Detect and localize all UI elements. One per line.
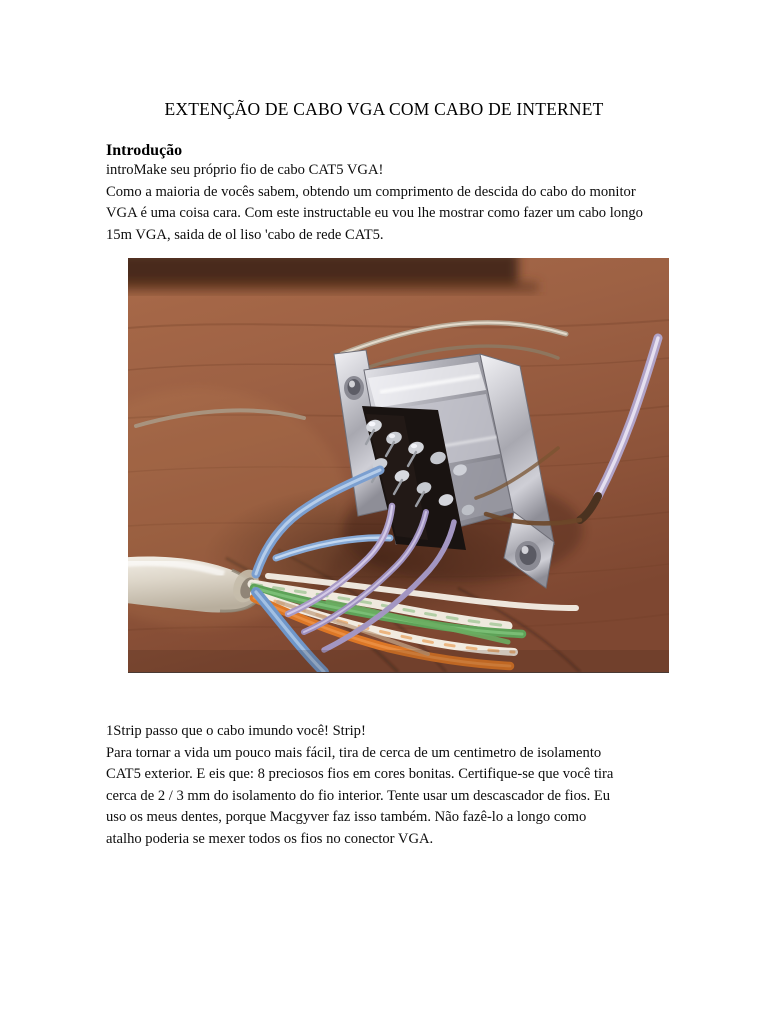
step-line: Para tornar a vida um pouco mais fácil, tira de cerca de um centimetro de isolamento — [106, 744, 602, 761]
intro-line: Como a maioria de vocês sabem, obtendo um comprimento de descida do cabo do monitor — [106, 183, 636, 200]
intro-paragraph — [106, 160, 662, 246]
step-line: atalho poderia se mexer todos os fios no conector VGA. — [106, 830, 434, 847]
step-line: cerca de 2 / 3 mm do isolamento do fio interior. Tente usar um descascador de fios. Eu — [106, 787, 611, 804]
desk-far-edge — [128, 258, 538, 292]
step-line: 1Strip passo que o cabo imundo você! Strip! — [106, 723, 366, 739]
step-line: CAT5 exterior. E eis que: 8 preciosos fios em cores bonitas. Certifique-se que você tira — [106, 766, 614, 782]
photo-illustration — [128, 258, 669, 672]
page-title: EXTENÇÃO DE CABO VGA COM CABO DE INTERNET — [164, 98, 604, 119]
step-line: uso os meus dentes, porque Macgyver faz isso também. Não fazê-lo a longo como — [106, 809, 587, 825]
intro-line: introMake seu próprio fio de cabo CAT5 VGA! — [106, 162, 384, 178]
step-paragraph — [106, 721, 662, 850]
vga-cat5-photograph — [128, 258, 669, 673]
intro-line: VGA é uma coisa cara. Com este instructable eu vou lhe mostrar como fazer um cabo longo — [106, 205, 643, 221]
intro-line: 15m VGA, saida de ol liso 'cabo de rede CAT5. — [106, 226, 384, 243]
section-heading-introducao: Introdução — [106, 142, 183, 160]
